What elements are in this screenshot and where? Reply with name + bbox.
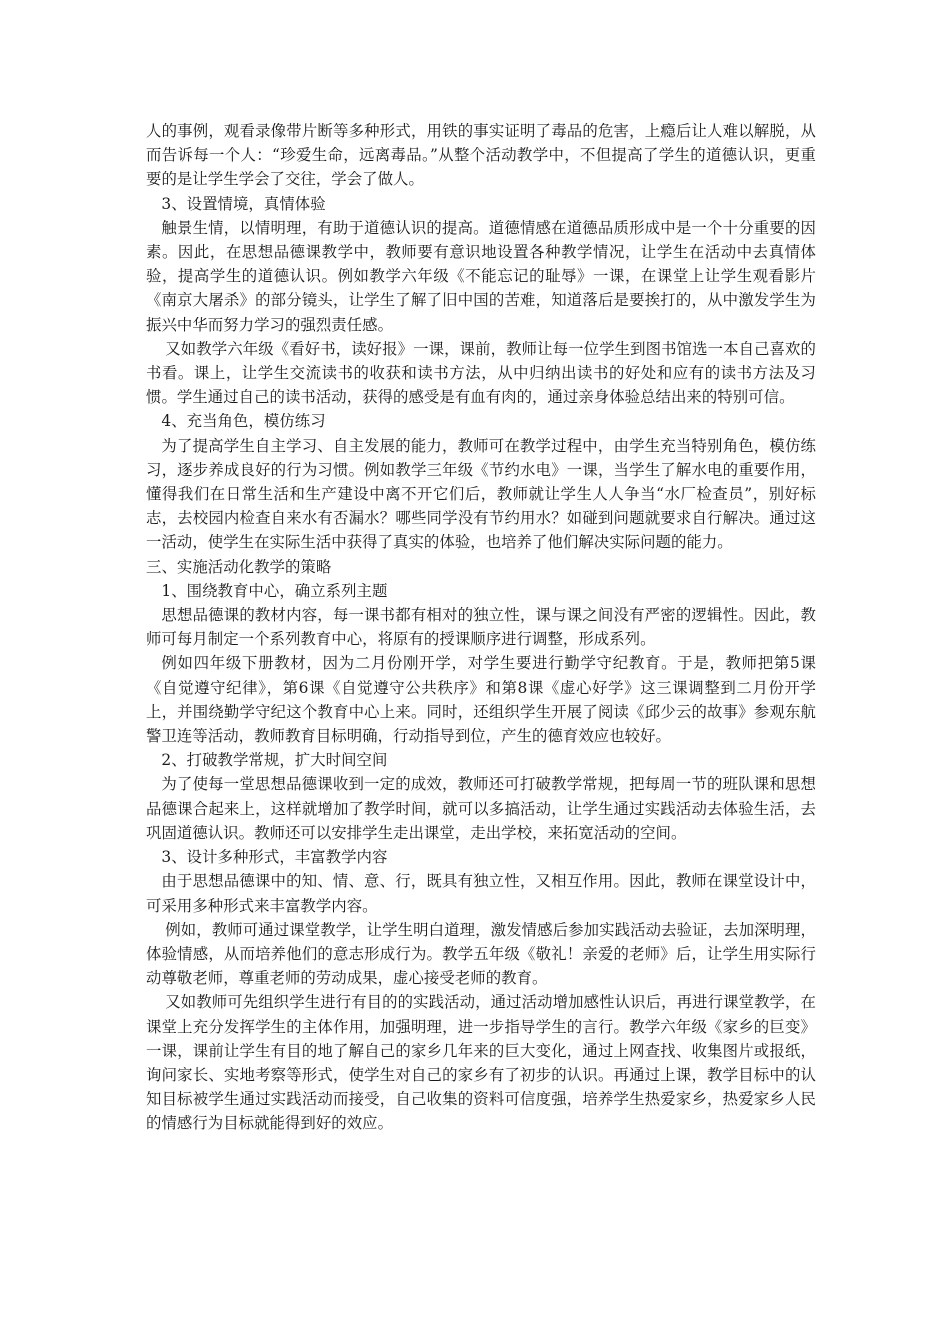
document-body [146,119,816,1136]
subheading-3-situation: 3、设置情境，真情体验 [161,194,326,213]
paragraph-intro: 人的事例，观看录像带片断等多种形式，用铁的事实证明了毒品的危害，上瘾后让人难以解脱，从而告诉每一个人：“珍爱生命，远离毒品。”从整个活动教学中，不但提高了学生的道德认识，更重要的是让学生学会了交往，学会了做人。 [146,122,816,189]
paragraph-routine: 为了使每一堂思想品德课收到一定的成效，教师还可打破教学常规，把每周一节的班队课和思想品德课合起来上，这样就增加了教学时间，就可以多搞活动，让学生通过实践活动去体验生活，去巩固道德认识。教师还可以安排学生走出课堂，走出学校，来拓宽活动的空间。 [146,775,816,842]
paragraph-theme-2: 例如四年级下册教材，因为二月份刚开学，对学生要进行勤学守纪教育。于是，教师把第5课《自觉遵守纪律》，第6课《自觉遵守公共秩序》和第8课《虚心好学》这三课调整到二月份开学上，并围绕勤学守纪这个教育中心上来。同时，还组织学生开展了阅读《邱少云的故事》参观东航警卫连等活动，教师教育目标明确，行动指导到位，产生的德育效应也较好。 [146,654,816,746]
section-heading-strategy: 三、实施活动化教学的策略 [146,557,332,576]
subheading-4-role: 4、充当角色，模仿练习 [161,412,326,431]
paragraph-situation-1: 触景生情，以情明理，有助于道德认识的提高。道德情感在道德品质形成中是一个十分重要的因素。因此，在思想品德课教学中，教师要有意识地设置各种教学情况，让学生在活动中去真情体验，提高学生的道德认识。例如教学六年级《不能忘记的耻辱》一课，在课堂上让学生观看影片《南京大屠杀》的部分镜头，让学生了解了旧中国的苦难，知道落后是要挨打的，从中激发学生为振兴中华而努力学习的强烈责任感。 [146,218,816,334]
paragraph-theme-1: 思想品德课的教材内容，每一课书都有相对的独立性，课与课之间没有严密的逻辑性。因此，教师可每月制定一个系列教育中心，将原有的授课顺序进行调整，形成系列。 [146,606,816,649]
paragraph-forms-3: 又如教师可先组织学生进行有目的的实践活动，通过活动增加感性认识后，再进行课堂教学，在课堂上充分发挥学生的主体作用，加强明理，进一步指导学生的言行。教学六年级《家乡的巨变》一课，课前让学生有目的地了解自己的家乡几年来的巨大变化，通过上网查找、收集图片或报纸，询问家长、实地考察等形式，使学生对自己的家乡有了初步的认识。再通过上课，教学目标中的认知目标被学生通过实践活动而接受，自己收集的资料可信度强，培养学生热爱家乡，热爱家乡人民的情感行为目标就能得到好的效应。 [146,993,816,1133]
paragraph-situation-2: 又如教学六年级《看好书，读好报》一课，课前，教师让每一位学生到图书馆选一本自己喜欢的书看。课上，让学生交流读书的收获和读书方法，从中归纳出读书的好处和应有的读书方法及习惯。学生通过自己的读书活动，获得的感受是有血有肉的，通过亲身体验总结出来的特别可信。 [146,339,816,407]
subheading-3-forms: 3、设计多种形式，丰富教学内容 [161,848,388,867]
paragraph-forms-1: 由于思想品德课中的知、情、意、行，既具有独立性，又相互作用。因此，教师在课堂设计中，可采用多种形式来丰富教学内容。 [146,872,816,915]
paragraph-role: 为了提高学生自主学习、自主发展的能力，教师可在教学过程中，由学生充当特别角色，模仿练习，逐步养成良好的行为习惯。例如教学三年级《节约水电》一课，当学生了解水电的重要作用，懂得我们在日常生活和生产建设中离不开它们后，教师就让学生人人争当“水厂检查员”，别好标志，去校园内检查自来水有否漏水？哪些同学没有节约用水？如碰到问题就要求自行解决。通过这一活动，使学生在实际生活中获得了真实的体验，也培养了他们解决实际问题的能力。 [146,436,816,552]
subheading-1-theme: 1、围绕教育中心，确立系列主题 [161,581,388,600]
subheading-2-routine: 2、打破教学常规，扩大时间空间 [161,751,388,770]
paragraph-forms-2: 例如，教师可通过课堂教学，让学生明白道理，激发情感后参加实践活动去验证，去加深明理，体验情感，从而培养他们的意志形成行为。教学五年级《敬礼！亲爱的老师》后，让学生用实际行动尊敬老师，尊重老师的劳动成果，虚心接受老师的教育。 [146,920,816,988]
